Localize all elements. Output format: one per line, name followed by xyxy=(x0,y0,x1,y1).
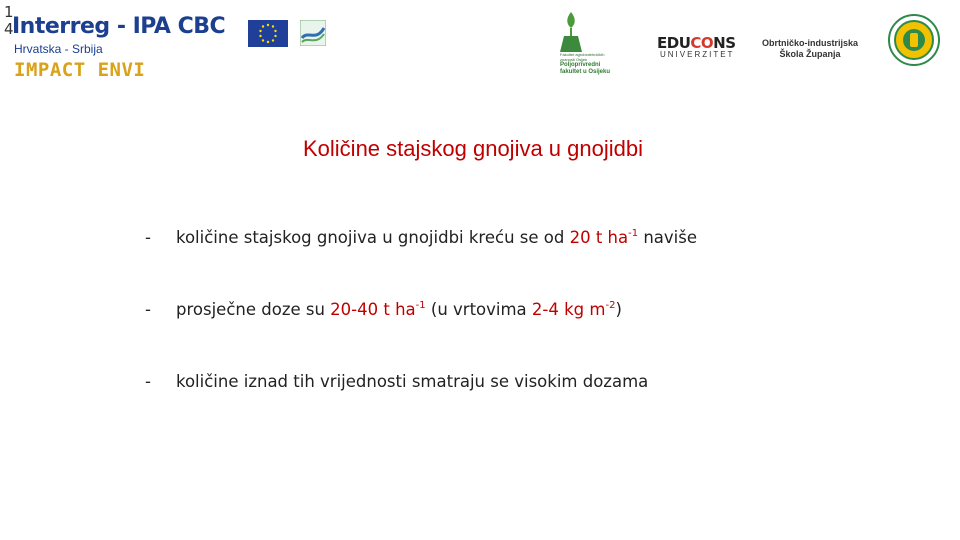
bullet-exponent: -1 xyxy=(628,228,639,239)
bullet-item xyxy=(145,372,905,402)
bullet-value: 20-40 t ha xyxy=(330,300,416,319)
faculty-name: Poljoprivredni fakultet u Osijeku xyxy=(560,62,611,75)
bullet-value: 20 t ha xyxy=(569,228,629,247)
bullet-exponent: -1 xyxy=(415,300,426,311)
bullet-text xyxy=(176,228,697,247)
faculty-line: Fakultet agrobiotehničkih xyxy=(560,52,605,57)
bullet-value-2: 2-4 kg m xyxy=(531,300,606,319)
faculty-line: znanosti Osijek xyxy=(560,57,588,62)
bullet-text-post: naviše xyxy=(638,228,698,247)
project-name: IMPACT ENVI xyxy=(14,59,146,81)
eu-flag-icon xyxy=(248,20,288,47)
bullet-text-post: ) xyxy=(615,300,622,319)
slide-number: 14 xyxy=(4,3,14,38)
bullet-text-pre: količine stajskog gnojiva u gnojidbi kreću se od xyxy=(176,228,570,247)
bullet-text xyxy=(176,300,622,319)
interreg-subtitle: Hrvatska - Srbija xyxy=(14,42,103,56)
ipa-emblem-icon xyxy=(300,20,326,46)
bullet-text-mid: (u vrtovima xyxy=(425,300,532,319)
educons-name-pre: EDU xyxy=(657,34,691,52)
school-logo: Obrtničko-industrijska Škola Županja xyxy=(761,38,859,59)
interreg-title: Interreg - IPA CBC xyxy=(12,14,226,39)
bullet-text-pre: prosječne doze su xyxy=(176,300,331,319)
educons-name-accent: CO xyxy=(690,34,714,52)
bullet-exponent-2: -2 xyxy=(605,300,616,311)
bullet-dash: - xyxy=(145,372,151,391)
bullet-dash: - xyxy=(145,228,151,247)
bullet-dash: - xyxy=(145,300,151,319)
bullet-item xyxy=(145,228,905,258)
bullet-item xyxy=(145,300,905,330)
interreg-logo xyxy=(12,14,322,84)
educons-subtitle: UNIVERZITET xyxy=(660,50,735,59)
bullet-text: količine iznad tih vrijednosti smatraju se visokim dozama xyxy=(176,372,649,391)
slide-title: Količine stajskog gnojiva u gnojidbi xyxy=(303,136,643,161)
faculty-text xyxy=(560,52,620,76)
seal-icon xyxy=(888,14,940,66)
educons-name-post: NS xyxy=(713,34,736,52)
